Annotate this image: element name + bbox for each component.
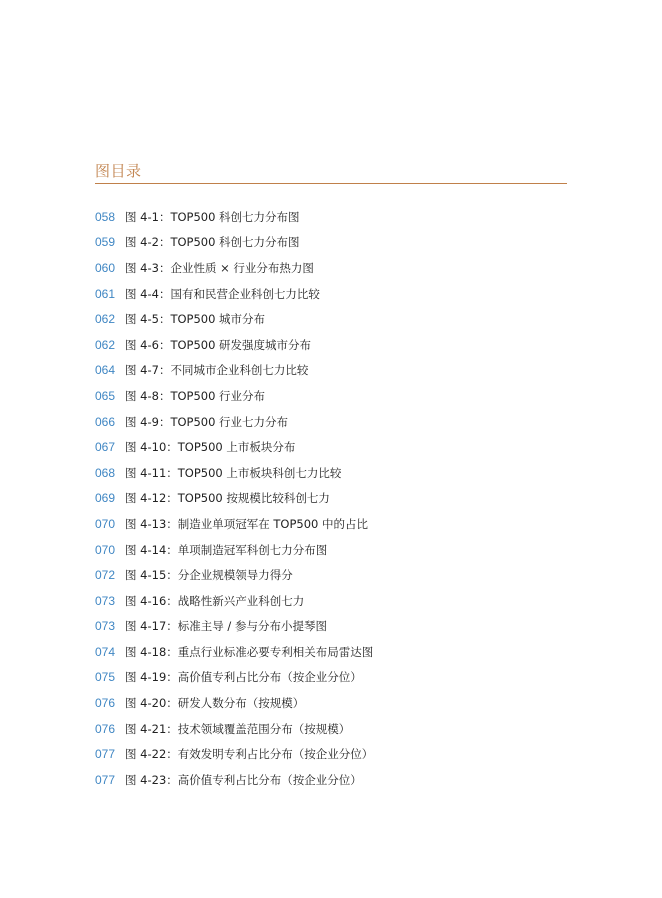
- toc-page-number: 059: [95, 235, 116, 250]
- toc-page-number: 072: [95, 568, 116, 583]
- toc-entry-title: 图 4-16：战略性新兴产业科创七力: [125, 593, 305, 608]
- toc-page-number: 064: [95, 363, 116, 378]
- toc-entry-title: 图 4-18：重点行业标准必要专利相关布局雷达图: [125, 644, 374, 659]
- toc-entry[interactable]: [95, 306, 575, 332]
- toc-entry[interactable]: [95, 358, 575, 384]
- toc-entry[interactable]: [95, 383, 575, 409]
- toc-entry[interactable]: [95, 434, 575, 460]
- toc-entry[interactable]: [95, 716, 575, 742]
- toc-entry[interactable]: [95, 409, 575, 435]
- toc-entry-title: 图 4-8：TOP500 行业分布: [125, 388, 266, 403]
- toc-page-number: 067: [95, 440, 116, 455]
- toc-page-number: 061: [95, 286, 116, 301]
- toc-page-number: 075: [95, 670, 116, 685]
- toc-page-number: 077: [95, 772, 116, 787]
- toc-page-number: 062: [95, 337, 116, 352]
- toc-entry-title: 图 4-13：制造业单项冠军在 TOP500 中的占比: [125, 516, 369, 531]
- toc-entry-title: 图 4-23：高价值专利占比分布（按企业分位）: [125, 772, 362, 787]
- toc-list: [95, 204, 575, 793]
- toc-page-number: 066: [95, 414, 116, 429]
- toc-page-number: 070: [95, 542, 116, 557]
- toc-entry-title: 图 4-12：TOP500 按规模比较科创七力: [125, 491, 330, 506]
- toc-entry[interactable]: [95, 767, 575, 793]
- toc-page-number: 073: [95, 593, 116, 608]
- toc-entry[interactable]: [95, 332, 575, 358]
- toc-entry-title: 图 4-3：企业性质 × 行业分布热力图: [125, 260, 314, 275]
- toc-page-number: 068: [95, 465, 116, 480]
- toc-entry-title: 图 4-20：研发人数分布（按规模）: [125, 696, 305, 711]
- toc-entry[interactable]: [95, 204, 575, 230]
- toc-page-number: 070: [95, 516, 116, 531]
- toc-entry-title: 图 4-11：TOP500 上市板块科创七力比较: [125, 465, 342, 480]
- toc-title: 图目录: [95, 162, 142, 180]
- toc-entry[interactable]: [95, 511, 575, 537]
- toc-entry[interactable]: [95, 486, 575, 512]
- toc-entry[interactable]: [95, 639, 575, 665]
- title-divider: [95, 183, 567, 184]
- toc-page-number: 074: [95, 644, 116, 659]
- toc-page-number: 058: [95, 209, 116, 224]
- toc-entry[interactable]: [95, 230, 575, 256]
- toc-entry[interactable]: [95, 255, 575, 281]
- toc-page-number: 069: [95, 491, 116, 506]
- toc-page-number: 076: [95, 696, 116, 711]
- toc-entry[interactable]: [95, 665, 575, 691]
- toc-page-number: 076: [95, 721, 116, 736]
- toc-entry-title: 图 4-5：TOP500 城市分布: [125, 312, 266, 327]
- toc-entry-title: 图 4-6：TOP500 研发强度城市分布: [125, 337, 312, 352]
- toc-entry[interactable]: [95, 460, 575, 486]
- toc-entry-title: 图 4-10：TOP500 上市板块分布: [125, 440, 296, 455]
- toc-entry-title: 图 4-9：TOP500 行业七力分布: [125, 414, 289, 429]
- toc-page-number: 077: [95, 747, 116, 762]
- toc-entry[interactable]: [95, 562, 575, 588]
- toc-entry-title: 图 4-14：单项制造冠军科创七力分布图: [125, 542, 328, 557]
- toc-entry[interactable]: [95, 537, 575, 563]
- toc-entry-title: 图 4-4：国有和民营企业科创七力比较: [125, 286, 320, 301]
- toc-entry[interactable]: [95, 614, 575, 640]
- toc-entry-title: 图 4-19：高价值专利占比分布（按企业分位）: [125, 670, 362, 685]
- toc-page-number: 060: [95, 260, 116, 275]
- toc-entry-title: 图 4-1：TOP500 科创七力分布图: [125, 209, 300, 224]
- toc-entry-title: 图 4-15：分企业规模领导力得分: [125, 568, 293, 583]
- toc-entry[interactable]: [95, 281, 575, 307]
- toc-entry-title: 图 4-21：技术领域覆盖范围分布（按规模）: [125, 721, 351, 736]
- toc-entry-title: 图 4-7：不同城市企业科创七力比较: [125, 363, 309, 378]
- toc-entry-title: 图 4-17：标准主导 / 参与分布小提琴图: [125, 619, 327, 634]
- toc-entry-title: 图 4-2：TOP500 科创七力分布图: [125, 235, 300, 250]
- toc-entry[interactable]: [95, 588, 575, 614]
- toc-entry[interactable]: [95, 741, 575, 767]
- toc-page-number: 065: [95, 388, 116, 403]
- toc-entry[interactable]: [95, 690, 575, 716]
- toc-page-number: 062: [95, 312, 116, 327]
- toc-page-number: 073: [95, 619, 116, 634]
- toc-entry-title: 图 4-22：有效发明专利占比分布（按企业分位）: [125, 747, 374, 762]
